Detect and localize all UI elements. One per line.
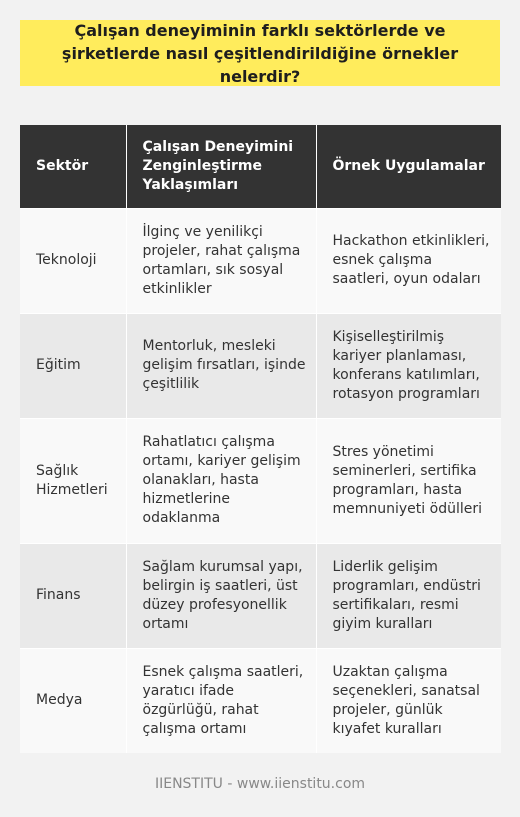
cell-examples: Uzaktan çalışma seçenekleri, sanatsal projeler, günlük kıyafet kuralları	[316, 648, 501, 753]
table-row	[20, 313, 501, 418]
cell-sector: Eğitim	[20, 313, 126, 418]
sector-comparison-table	[20, 125, 501, 753]
header-approaches: Çalışan Deneyimini Zenginleştirme Yaklaşımları	[126, 125, 316, 208]
cell-examples: Stres yönetimi seminerleri, sertifika programları, hasta memnuniyeti ödülleri	[316, 418, 501, 543]
cell-examples: Liderlik gelişim programları, endüstri sertifikaları, resmi giyim kuralları	[316, 543, 501, 648]
cell-approaches: Sağlam kurumsal yapı, belirgin iş saatleri, üst düzey profesyonellik ortamı	[126, 543, 316, 648]
cell-sector: Teknoloji	[20, 208, 126, 313]
cell-approaches: İlginç ve yenilikçi projeler, rahat çalışma ortamları, sık sosyal etkinlikler	[126, 208, 316, 313]
cell-approaches: Esnek çalışma saatleri, yaratıcı ifade özgürlüğü, rahat çalışma ortamı	[126, 648, 316, 753]
cell-approaches: Rahatlatıcı çalışma ortamı, kariyer gelişim olanakları, hasta hizmetlerine odaklanma	[126, 418, 316, 543]
cell-examples: Kişiselleştirilmiş kariyer planlaması, konferans katılımları, rotasyon programları	[316, 313, 501, 418]
header-examples: Örnek Uygulamalar	[316, 125, 501, 208]
cell-approaches: Mentorluk, mesleki gelişim fırsatları, işinde çeşitlilik	[126, 313, 316, 418]
table-row	[20, 543, 501, 648]
cell-examples: Hackathon etkinlikleri, esnek çalışma saatleri, oyun odaları	[316, 208, 501, 313]
table-row	[20, 648, 501, 753]
table-row	[20, 418, 501, 543]
header-sector: Sektör	[20, 125, 126, 208]
question-title: Çalışan deneyiminin farklı sektörlerde ve şirketlerde nasıl çeşitlendirildiğine örnekler nelerdir?	[61, 20, 459, 86]
table-row	[20, 208, 501, 313]
table-header-row	[20, 125, 501, 208]
footer-credit: IIENSTITU - www.iienstitu.com	[154, 776, 366, 792]
cell-sector: Medya	[20, 648, 126, 753]
cell-sector: Sağlık Hizmetleri	[20, 418, 126, 543]
question-title-banner	[20, 20, 500, 86]
cell-sector: Finans	[20, 543, 126, 648]
